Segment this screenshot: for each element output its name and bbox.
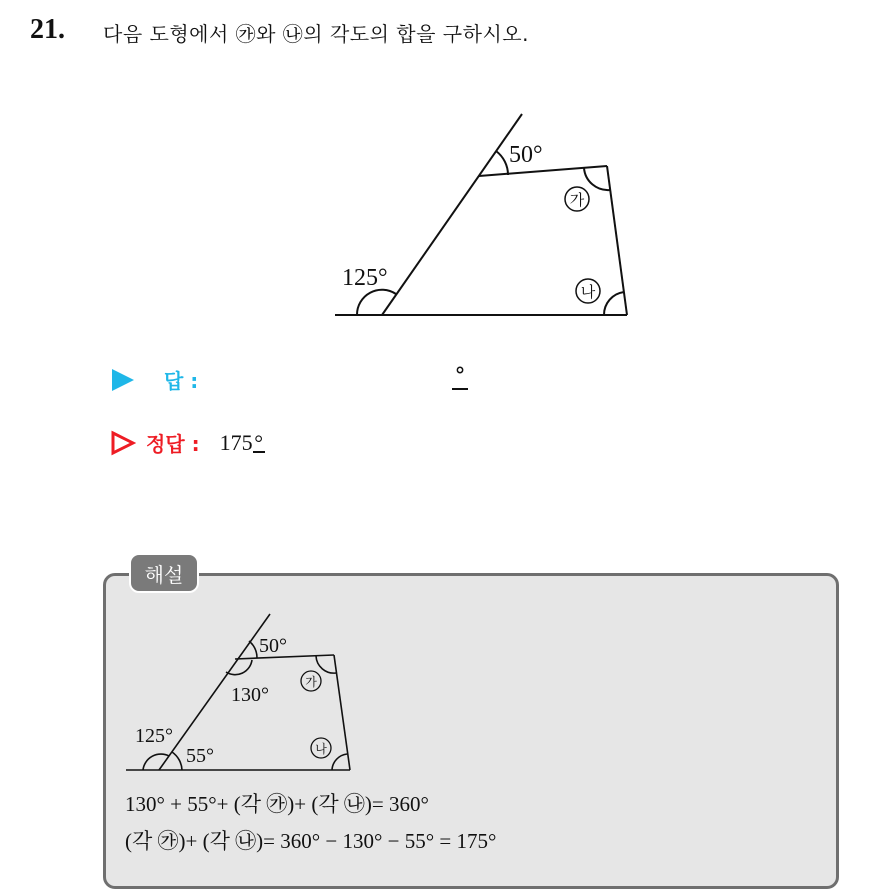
sol-angle-50-label: 50°	[259, 635, 287, 657]
svg-text:가: 가	[305, 675, 317, 689]
correct-answer-row	[110, 428, 265, 457]
sol-angle-55-label: 55°	[186, 745, 214, 767]
arc-ga	[584, 168, 610, 190]
solution-figure	[0, 590, 400, 780]
arc-na	[604, 292, 624, 315]
arc-50	[496, 151, 508, 175]
sol-arc-ga	[316, 656, 336, 673]
sol-arc-na	[332, 754, 347, 770]
circled-ga-icon	[565, 187, 589, 211]
question-text: 다음 도형에서 ㉮와 ㉯의 각도의 합을 구하시오.	[103, 22, 529, 46]
circled-na-icon	[576, 279, 600, 303]
sol-arc-130	[226, 660, 252, 675]
solution-line-2: (각 ㉮)+ (각 ㉯)= 360° − 130° − 55° = 175°	[125, 829, 497, 853]
sol-arc-55	[172, 752, 182, 770]
svg-text:나: 나	[315, 742, 327, 756]
angle-125-label: 125°	[342, 265, 388, 291]
sol-right-side	[334, 655, 350, 770]
solution-tag: 해설	[129, 553, 199, 593]
correct-answer-value: 175°	[219, 429, 264, 455]
correct-answer-label: 정답 :	[146, 432, 200, 456]
correct-answer-unit: °	[254, 429, 264, 455]
sol-arc-50	[249, 641, 257, 658]
problem-figure	[0, 0, 884, 340]
angle-50-label: 50°	[509, 142, 543, 168]
answer-label: 답 :	[164, 369, 199, 393]
sol-angle-125-label: 125°	[135, 725, 173, 747]
top-side	[479, 166, 607, 176]
sol-circled-ga-icon	[301, 671, 321, 691]
sol-circled-na-icon	[311, 738, 331, 758]
sol-angle-130-label: 130°	[231, 684, 269, 706]
answer-input[interactable]: °	[452, 366, 468, 390]
play-arrow-icon	[110, 367, 136, 393]
outline-arrow-icon	[110, 430, 136, 456]
question-number: 21.	[30, 14, 65, 45]
svg-text:나: 나	[580, 283, 596, 301]
extended-side	[382, 114, 522, 315]
solution-line-1: 130° + 55°+ (각 ㉮)+ (각 ㉯)= 360°	[125, 792, 429, 816]
svg-text:가: 가	[569, 191, 585, 209]
answer-row	[110, 365, 198, 394]
